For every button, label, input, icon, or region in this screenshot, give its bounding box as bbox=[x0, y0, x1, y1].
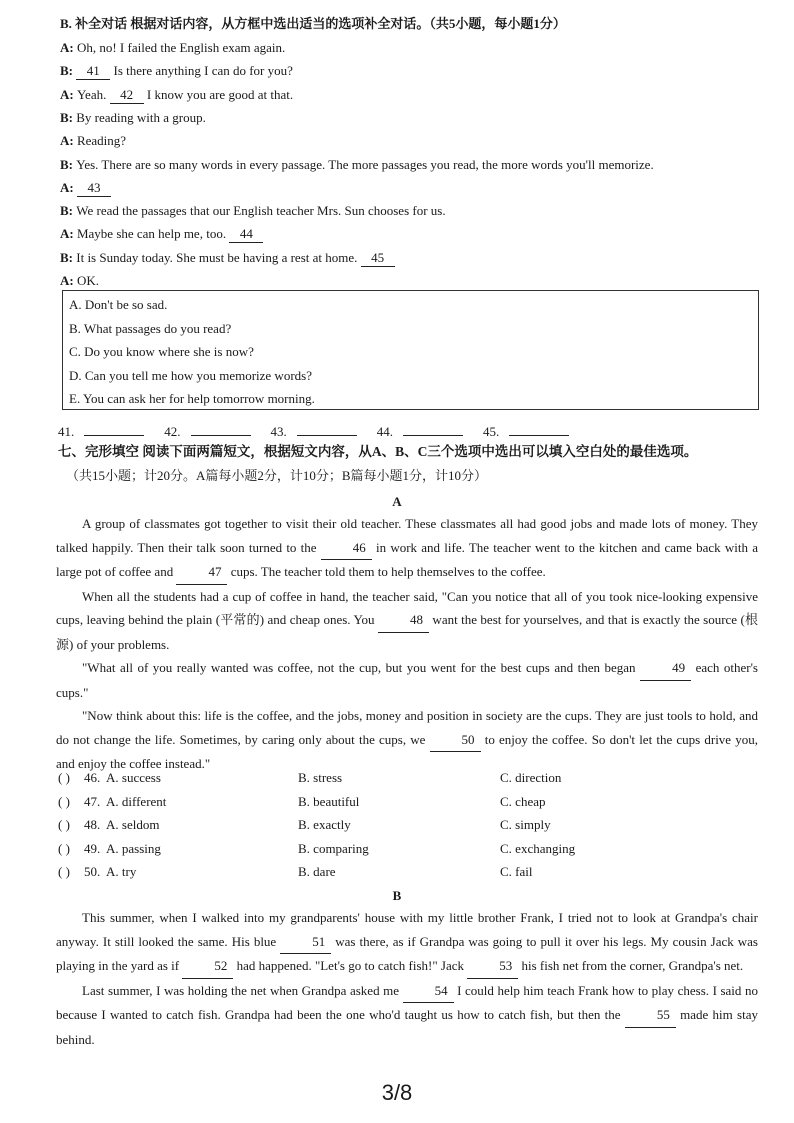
option-a: A. try bbox=[106, 864, 137, 879]
question-number: 48. bbox=[84, 817, 101, 832]
paragraph bbox=[56, 979, 758, 1052]
question-number: 50. bbox=[84, 864, 101, 879]
option-c: C. simply bbox=[500, 817, 551, 832]
blank-45: 45 bbox=[361, 250, 395, 267]
answer-bracket: ( ) bbox=[58, 840, 70, 856]
question-number: 49. bbox=[84, 840, 101, 856]
paragraph bbox=[56, 512, 758, 585]
answer-slot bbox=[164, 424, 260, 440]
answer-bracket: ( ) bbox=[58, 817, 70, 832]
blank-51: 51 bbox=[280, 930, 331, 955]
question-number: 47. bbox=[84, 793, 101, 809]
speaker: B: bbox=[60, 203, 77, 219]
dialogue-text: We read the passages that our English teacher Mrs. Sun chooses for us. bbox=[76, 203, 446, 219]
dialogue-text: Yes. There are so many words in every passage. The more passages you read, the more words you'll memorize. bbox=[76, 156, 654, 172]
answer-slot bbox=[271, 424, 367, 440]
paragraph bbox=[56, 656, 758, 704]
speaker: B: bbox=[60, 249, 77, 265]
passage-a-label: A bbox=[392, 494, 402, 509]
paragraph bbox=[56, 585, 758, 657]
blank-52: 52 bbox=[182, 954, 233, 979]
speaker: A: bbox=[60, 40, 77, 55]
answer-slot bbox=[377, 424, 473, 440]
blank-41: 41 bbox=[76, 63, 110, 80]
dialogue-text: Oh, no! I failed the English exam again. bbox=[76, 40, 286, 55]
option-b: B. beautiful bbox=[298, 793, 360, 809]
answer-slot-num: 45. bbox=[483, 424, 500, 439]
option-a: A. different bbox=[106, 793, 167, 809]
passage-text: his fish net from the corner, Grandpa's net. bbox=[518, 958, 744, 973]
dialogue-text: It is Sunday today. She must be having a rest at home. bbox=[76, 249, 361, 265]
passage-text: This summer, when I walked into my grandparents' house with my little brother Frank, I tried not to look at Grandpa's chair anyway. It still looked the same. His blue bbox=[56, 910, 758, 949]
dialogue-text: Maybe she can help me, too. bbox=[76, 226, 230, 242]
speaker: A: bbox=[60, 133, 77, 149]
page-number: 3/8 bbox=[381, 1080, 413, 1105]
dialogue-line bbox=[60, 250, 395, 267]
answer-blank bbox=[297, 435, 357, 436]
passage-text: cups. The teacher told them to help themselves to the coffee. bbox=[227, 564, 546, 579]
passage-text: each other's cups." bbox=[56, 660, 758, 700]
dialogue-text: Is there anything I can do for you? bbox=[110, 63, 293, 79]
blank-53: 53 bbox=[467, 954, 518, 979]
answer-bracket: ( ) bbox=[58, 770, 70, 785]
dialogue-line bbox=[60, 226, 263, 243]
dialogue-line bbox=[60, 273, 99, 289]
answer-slots bbox=[58, 424, 589, 440]
option-item: B. What passages do you read? bbox=[69, 320, 232, 336]
dialogue-line bbox=[60, 87, 293, 104]
paragraph bbox=[56, 704, 758, 776]
dialogue-text: Yeah. bbox=[76, 86, 110, 102]
answer-bracket: ( ) bbox=[58, 864, 70, 879]
option-b: B. comparing bbox=[298, 840, 369, 856]
answer-bracket: ( ) bbox=[58, 793, 70, 809]
passage-text: When all the students had a cup of coffee in hand, the teacher said, "Can you notice that all of you took nice-looking expensive cups, leaving behind the plain (平常的) and cheap ones. You bbox=[56, 588, 758, 627]
dialogue-line bbox=[60, 203, 446, 219]
option-c: C. cheap bbox=[500, 793, 546, 809]
question-number: 46. bbox=[84, 770, 101, 785]
speaker: A: bbox=[60, 226, 77, 242]
dialogue-text: By reading with a group. bbox=[76, 109, 206, 125]
option-item: C. Do you know where she is now? bbox=[69, 344, 254, 359]
blank-55: 55 bbox=[625, 1003, 676, 1028]
speaker: A: bbox=[60, 273, 77, 288]
speaker: A: bbox=[60, 179, 77, 195]
dialogue-line bbox=[60, 157, 654, 173]
passage-text: was there, as if Grandpa was going to pull it over his legs. My cousin Jack was playing in the yard as if bbox=[56, 933, 758, 973]
paragraph bbox=[56, 906, 758, 979]
dialogue-line bbox=[60, 180, 111, 197]
option-item: A. Don't be so sad. bbox=[69, 297, 168, 312]
passage-text: I could help him teach Frank how to play chess. I said no because I wanted to catch fish. Grandpa had been the one who'd taught us how to catch fish, but then the bbox=[56, 982, 758, 1022]
section-7-subtitle: （共15小题；计20分。A篇每小题2分，计10分；B篇每小题1分，计10分） bbox=[66, 468, 488, 483]
option-c: C. direction bbox=[500, 770, 562, 785]
option-item: D. Can you tell me how you memorize words? bbox=[69, 367, 312, 383]
blank-50: 50 bbox=[430, 728, 481, 753]
answer-slot-num: 42. bbox=[164, 424, 181, 439]
dialogue-text: OK. bbox=[76, 273, 99, 288]
passage-text: A group of classmates got together to visit their old teacher. These classmates all had good jobs and made lots of money. They talked happily. Then their talk soon turned to the bbox=[56, 516, 758, 555]
answer-slot bbox=[483, 424, 579, 440]
speaker: B: bbox=[60, 156, 77, 172]
passage-text: had happened. "Let's go to catch fish!" Jack bbox=[233, 958, 468, 973]
blank-46: 46 bbox=[321, 536, 372, 561]
blank-44: 44 bbox=[229, 226, 263, 243]
answer-slot-num: 43. bbox=[270, 424, 287, 439]
answer-blank bbox=[509, 435, 569, 436]
option-a: A. passing bbox=[106, 840, 161, 856]
passage-text: want the best for yourselves, and that is exactly the source (根源) of your problems. bbox=[56, 612, 758, 652]
blank-42: 42 bbox=[110, 87, 144, 104]
passage-a bbox=[56, 512, 758, 776]
passage-text: made him stay behind. bbox=[56, 1007, 758, 1047]
speaker: A: bbox=[60, 86, 77, 102]
speaker: B: bbox=[60, 109, 77, 125]
blank-54: 54 bbox=[403, 979, 454, 1004]
passage-text: Last summer, I was holding the net when Grandpa asked me bbox=[82, 982, 403, 998]
answer-slot-num: 41. bbox=[58, 424, 75, 439]
dialogue-text: Reading? bbox=[76, 133, 127, 149]
passage-text: "What all of you really wanted was coffee, not the cup, but you went for the best cups and then began bbox=[82, 660, 641, 675]
option-a: A. success bbox=[106, 770, 161, 785]
blank-49: 49 bbox=[640, 656, 691, 681]
option-b: B. exactly bbox=[298, 817, 351, 832]
dialogue-line bbox=[60, 133, 126, 149]
answer-slot bbox=[58, 424, 154, 440]
speaker: B: bbox=[60, 63, 77, 79]
option-item: E. You can ask her for help tomorrow morning. bbox=[69, 391, 315, 406]
passage-b-label: B bbox=[392, 888, 402, 903]
dialogue-line bbox=[60, 63, 293, 80]
blank-47: 47 bbox=[176, 560, 227, 585]
section-7-title: 七、完形填空 阅读下面两篇短文，根据短文内容，从A、B、C三个选项中选出可以填入空白处的最佳选项。 bbox=[58, 444, 698, 459]
answer-slot-num: 44. bbox=[376, 424, 393, 439]
answer-blank bbox=[191, 435, 251, 436]
blank-43: 43 bbox=[77, 180, 111, 197]
dialogue-line bbox=[60, 40, 285, 56]
options-box bbox=[62, 290, 759, 410]
option-a: A. seldom bbox=[106, 817, 160, 832]
answer-blank bbox=[84, 435, 144, 436]
answer-blank bbox=[403, 435, 463, 436]
blank-48: 48 bbox=[378, 608, 429, 633]
dialogue-line bbox=[60, 110, 206, 126]
passage-text: "Now think about this: life is the coffee, and the jobs, money and position in society are the cups. They are just tools to hold, and do not change the life. Sometimes, by caring only about the cups, we bbox=[56, 708, 758, 747]
section-b-header: B. 补全对话 根据对话内容，从方框中选出适当的选项补全对话。（共5小题，每小题1分） bbox=[60, 16, 566, 31]
option-b: B. stress bbox=[298, 770, 343, 785]
option-c: C. exchanging bbox=[500, 840, 576, 856]
passage-text: in work and life. The teacher went to the kitchen and came back with a large pot of coffee and bbox=[56, 539, 758, 579]
option-c: C. fail bbox=[500, 864, 533, 879]
dialogue-text: I know you are good at that. bbox=[143, 86, 294, 102]
passage-text: to enjoy the coffee. So don't let the cups drive you, and enjoy the coffee instead." bbox=[56, 731, 758, 771]
passage-b bbox=[56, 906, 758, 1051]
option-b: B. dare bbox=[298, 864, 336, 879]
